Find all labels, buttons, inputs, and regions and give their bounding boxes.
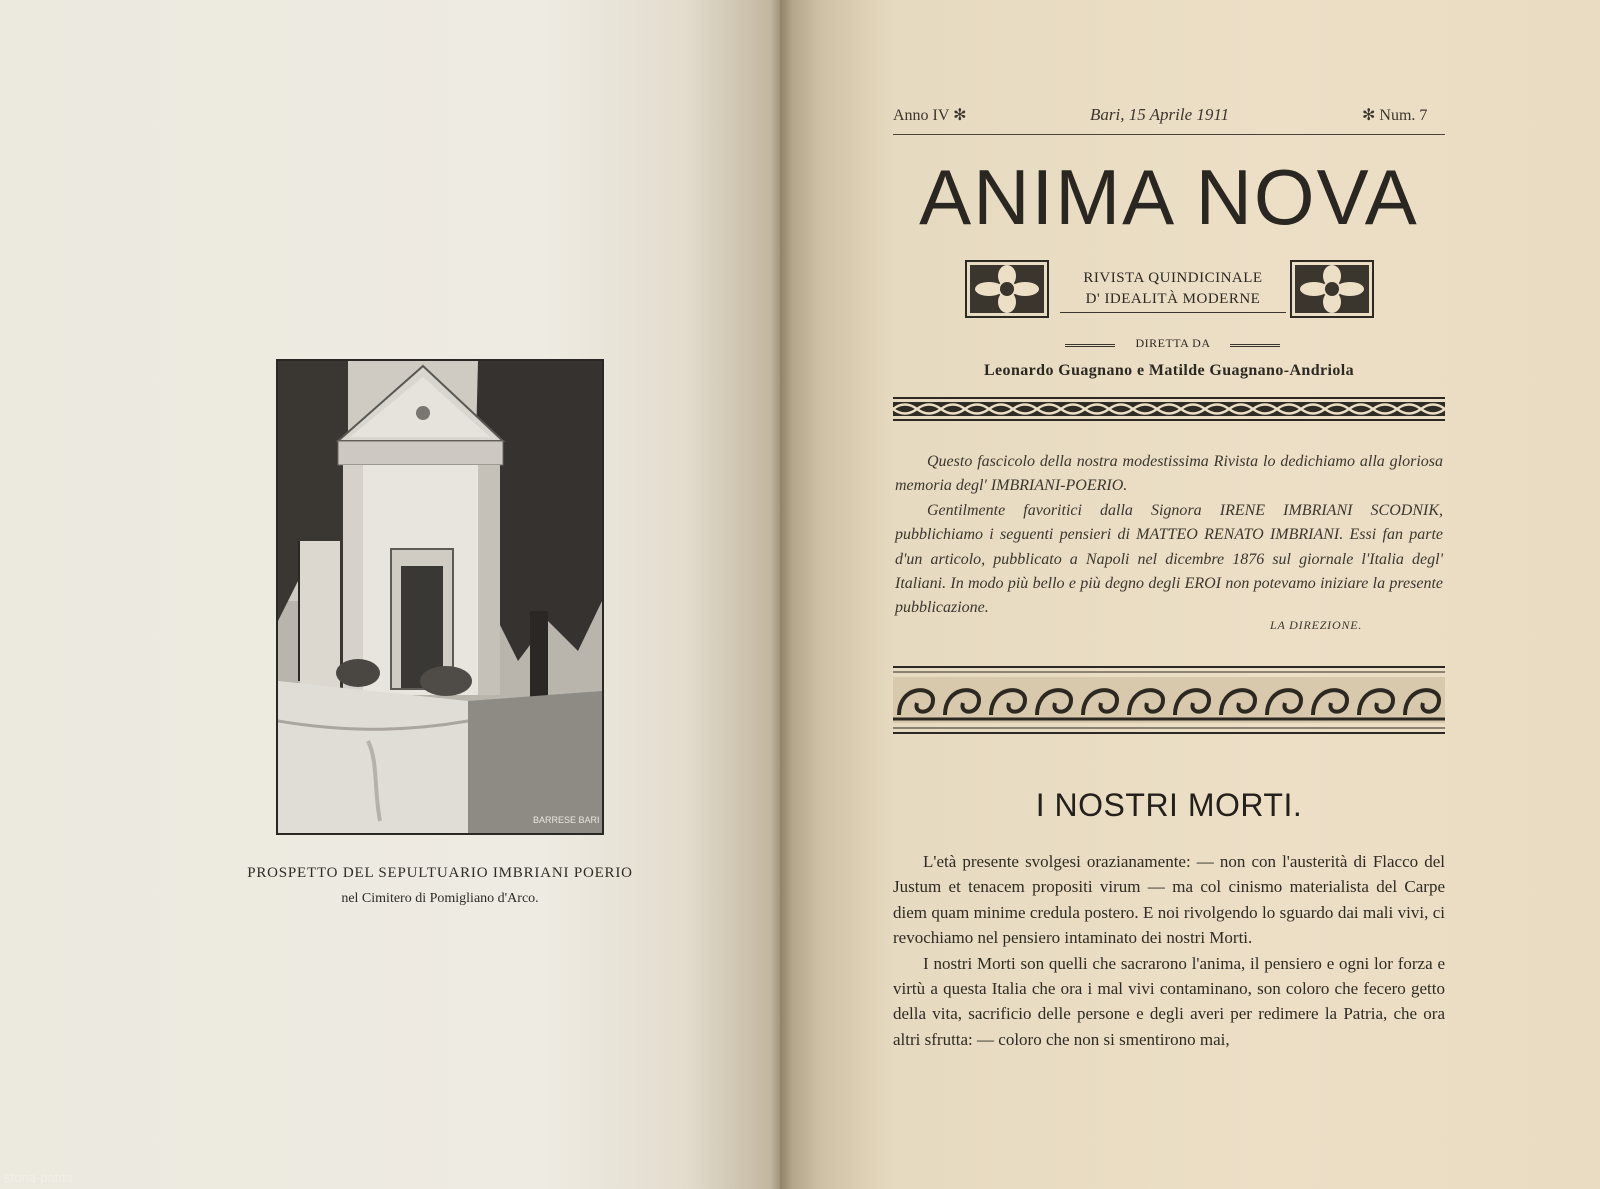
diretta-rule-left <box>1065 344 1115 347</box>
dedication-paragraph-2: Gentilmente favoriticі dalla Signora IRENE IMBRIANI SCODNIK, pubblichiamo i seguenti pensieri di MATTEO RENATO IMBRIANI. Essi fan parte d'un articolo, pubblicato a Napoli nel dicembre 1876 sul giornale l'Italia degl' Italiani. In modo più bello e più degno degli EROI non potevamo iniziare la presente pubblicazione. <box>895 501 1443 617</box>
decorative-border-top <box>893 396 1445 427</box>
masthead-title: ANIMA NOVA <box>919 153 1419 241</box>
masthead-subtitle <box>1060 268 1286 313</box>
article-body <box>893 849 1445 1052</box>
dedication-signature: LA DIREZIONE. <box>1270 618 1363 632</box>
header-rule <box>893 134 1445 135</box>
article-title: I NOSTRI MORTI. <box>1035 787 1303 823</box>
svg-text:BARRESE BARI: BARRESE BARI <box>533 815 600 825</box>
left-page <box>0 0 780 1189</box>
flower-ornament-right <box>1290 260 1374 323</box>
issue-year: Anno IV ✻ <box>893 107 967 124</box>
decorative-border-middle <box>893 665 1445 740</box>
diretta-rule-right <box>1230 344 1280 347</box>
subtitle-line-1: RIVISTA QUINDICINALE <box>1083 270 1263 286</box>
issue-date: Bari, 15 Aprile 1911 <box>1090 105 1230 124</box>
watermark: storia-patria <box>4 1170 73 1185</box>
book-gutter <box>770 0 792 1189</box>
dedication-paragraph-1: Questo fascicolo della nostra modestissima Rivista lo dedichiamo alla gloriosa memoria degl' IMBRIANI-POERIO. <box>895 453 1443 495</box>
issue-number: ✻ Num. 7 <box>1362 107 1428 124</box>
flower-ornament-left <box>965 260 1049 323</box>
editors-names: Leonardo Guagnano e Matilde Guagnano-Andriola <box>983 362 1355 379</box>
article-paragraph-2: I nostri Morti son quelli che sacrarono l'anima, il pensiero e ogni lor forza e virtù a questa Italia che ora i mal vivi contaminano, son coloro che fecero getto della vita, sacrificio delle persone e degli averi per redimere la Patria, che ora altri sfrutta: — coloro che non si smentirono mai, <box>893 953 1445 1049</box>
photo-caption-subtitle: nel Cimitero di Pomigliano d'Arco. <box>341 891 539 906</box>
subtitle-line-2: D' IDEALITÀ MODERNE <box>1085 291 1261 307</box>
dedication-text <box>895 450 1443 621</box>
directed-by-label: DIRETTA DA <box>1135 336 1211 350</box>
article-paragraph-1: L'età presente svolgesi orazianamente: — non con l'austerità di Flacco del Justum et tenacem propositi virum — ma col cinismo materialista del Carpe diem quam minime credula postero. E noi rivolgendo lo sguardo dai mali vivi, ci revochiamo nel pensiero intaminato dei nostri Morti. <box>893 852 1445 948</box>
chapel-photo <box>276 359 604 835</box>
photo-caption-title: PROSPETTO DEL SEPULTUARIO IMBRIANI POERIO <box>247 865 633 881</box>
